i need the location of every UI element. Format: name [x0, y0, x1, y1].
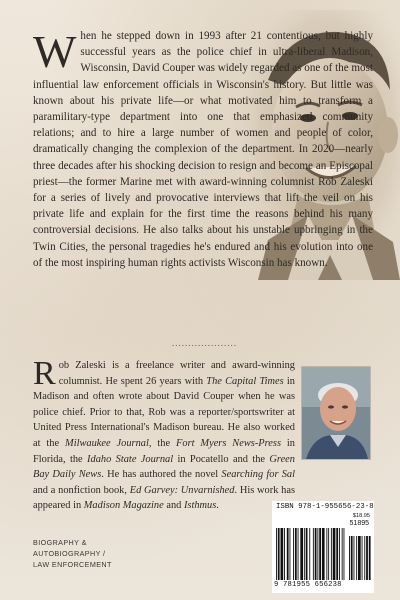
price-label: $18.95	[352, 513, 370, 519]
bio-dropcap: R	[33, 355, 56, 392]
bio-book-garvey: Ed Garvey: Unvarnished	[129, 484, 235, 496]
barcode-bars	[275, 528, 371, 580]
barcode-bar	[293, 528, 294, 580]
barcode-bar	[331, 528, 332, 580]
addon-bar	[362, 536, 363, 580]
addon-bar	[349, 536, 350, 580]
barcode-bar	[336, 528, 338, 580]
barcode-bar	[317, 528, 318, 580]
barcode-bar	[339, 528, 340, 580]
bio-text-1: ob Zaleski is a freelance writer and award-winning columnist. He spent 26 years with	[58, 360, 295, 387]
bio-text-8: . His work has appeared in	[33, 484, 295, 512]
blurb-dropcap: W	[33, 26, 77, 77]
bio-text-4: in Florida, the	[33, 437, 296, 465]
addon-bar	[351, 536, 353, 580]
barcode-bar	[304, 528, 305, 580]
bio-text-6: . He has authored the novel	[101, 469, 222, 481]
bio-text-3: , the	[148, 437, 177, 449]
bio-pub-madison-magazine: Madison Magazine	[83, 500, 164, 512]
addon-bar	[356, 536, 357, 580]
bio-pub-fort-myers: Fort Myers News-Press	[176, 437, 281, 449]
bio-text-10: .	[216, 500, 219, 512]
barcode-bar	[278, 528, 280, 580]
barcode-bar	[328, 528, 329, 580]
addon-bar	[358, 536, 361, 580]
barcode-bar	[276, 528, 277, 580]
bio-pub-green-bay: Green Bay Daily News	[33, 453, 295, 481]
bio-pub-milwaukee-journal: Milwaukee Journal	[65, 437, 149, 449]
author-photo	[301, 366, 371, 460]
bio-book-sal: Searching for Sal	[221, 469, 296, 481]
author-bio-text	[33, 355, 296, 514]
barcode-bar	[344, 528, 345, 580]
isbn-barcode	[272, 501, 374, 593]
section-separator: ....................	[172, 338, 237, 348]
addon-bar	[364, 536, 365, 580]
barcode-bar	[319, 528, 321, 580]
barcode-bar	[309, 528, 310, 580]
barcode-bar	[322, 528, 325, 580]
category-line-3: LAW ENFORCEMENT	[33, 560, 112, 569]
bio-text-7: and a nonfiction book,	[33, 484, 130, 496]
bio-pub-isthmus: Isthmus	[183, 500, 217, 512]
barcode-bar	[284, 528, 285, 580]
barcode-number: 9 781955 656238	[274, 581, 342, 589]
category-label	[33, 537, 183, 570]
barcode-bar	[315, 528, 317, 580]
bio-text-2: in Madison and often wrote about David Couper when he was police chief. Prior to that, Rob was a reporter/sportswriter at United Press International's Madison bureau. He also worked at the	[33, 375, 295, 449]
addon-bar	[369, 536, 371, 580]
blurb-text: hen he stepped down in 1993 after 21 contentious, but highly successful years as the police chief in ultra-liberal Madison, Wisconsin, David Couper was widely regarded as one of the most influential law enforcement officials in Wisconsin's history. But little was known about his private life—or what motivated him to transform a paramilitary-type department into one that emphasized community relations; and to hire a large number of women and people of color, dramatically changing the complexion of the department. In 2020—nearly three decades after his shocking decision to resign and become an Episcopal priest—the former Marine met with award-winning columnist Rob Zaleski for a series of lively and provocative interviews that lift the veil on his private life and explain for the first time the reasons behind his many controversial decisions. He also talks about his unstable upbringing in the Twin Cities, the personal tragedies he's endured and his evolution into one of the most inspiring human rights activists Wisconsin has known.	[33, 30, 373, 269]
isbn-label: ISBN 978-1-955656-23-8	[276, 503, 374, 511]
barcode-bar	[281, 528, 284, 580]
barcode-bar	[290, 528, 291, 580]
bio-text-5: in Pocatello and the	[173, 453, 270, 465]
barcode-bar	[300, 528, 303, 580]
bio-pub-idaho: Idaho State Journal	[87, 453, 174, 465]
bio-pub-capital-times: The Capital Times	[206, 375, 284, 387]
barcode-bar	[295, 528, 297, 580]
addon-bar	[354, 536, 355, 580]
category-line-2: AUTOBIOGRAPHY /	[33, 549, 106, 558]
barcode-bar	[287, 528, 289, 580]
book-description	[33, 28, 373, 271]
addon-code: 51895	[349, 520, 369, 527]
barcode-bar	[313, 528, 314, 580]
barcode-bar	[333, 528, 336, 580]
barcode-bar	[326, 528, 327, 580]
barcode-bar	[298, 528, 299, 580]
addon-bar	[366, 536, 368, 580]
bio-text-9: and	[163, 500, 184, 512]
category-line-1: BIOGRAPHY &	[33, 538, 87, 547]
barcode-bar	[306, 528, 308, 580]
barcode-bar	[342, 528, 343, 580]
